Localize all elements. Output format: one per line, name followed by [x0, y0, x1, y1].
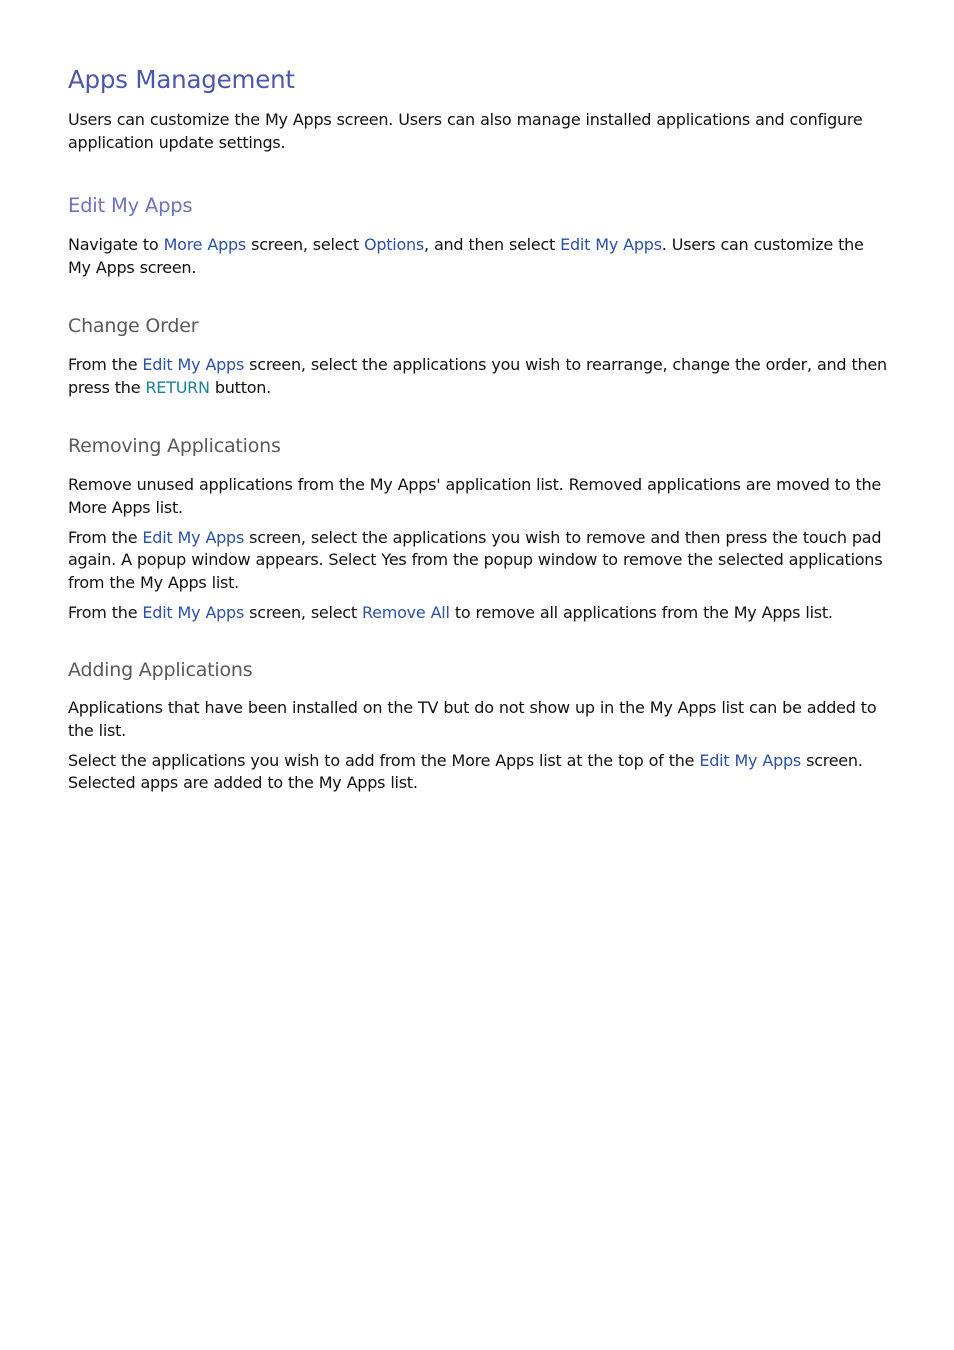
keyword-remove-all: Remove All: [362, 602, 450, 622]
subsection-heading-removing-applications: Removing Applications: [68, 435, 281, 457]
keyword-edit-my-apps: Edit My Apps: [142, 602, 245, 622]
adding-paragraph-2: [68, 750, 890, 795]
text-span: . Users can customize the My Apps screen.: [68, 235, 864, 277]
text-span: button.: [209, 377, 271, 397]
keyword-edit-my-apps: Edit My Apps: [142, 355, 245, 374]
keyword-more-apps: More Apps: [163, 235, 247, 254]
section-heading-edit-my-apps: Edit My Apps: [68, 194, 193, 217]
text-span: screen, select the applications you wish to rearrange, change the order, and then press the: [68, 355, 887, 397]
text-span: screen, select: [244, 602, 363, 622]
subsection-heading-adding-applications: Adding Applications: [68, 659, 253, 681]
text-span: From the: [68, 527, 143, 547]
keyword-edit-my-apps: Edit My Apps: [699, 750, 801, 770]
adding-paragraph-1: Applications that have been installed on the TV but do not show up in the My Apps list can be added to the list.: [68, 698, 877, 740]
keyword-edit-my-apps: Edit My Apps: [560, 235, 662, 254]
intro-paragraph: Users can customize the My Apps screen. Users can also manage installed applications and configure application update settings.: [68, 110, 863, 152]
removing-paragraph-3: [68, 602, 890, 625]
keyword-options: Options: [364, 235, 424, 254]
text-span: screen, select: [246, 235, 364, 254]
text-span: Select the applications you wish to add from the More Apps list at the top of the: [68, 750, 700, 770]
document-page: [68, 62, 890, 795]
edit-my-apps-paragraph: [68, 234, 890, 279]
text-span: screen, select the applications you wish to remove and then press the touch pad again. A popup window appears. Select Yes from the popup window to remove the selected applications from the My Apps list.: [68, 527, 883, 592]
text-span: From the: [68, 602, 143, 622]
page-title: Apps Management: [68, 65, 295, 94]
change-order-paragraph: [68, 354, 890, 399]
text-span: screen. Selected apps are added to the My Apps list.: [68, 750, 863, 792]
text-span: , and then select: [423, 235, 561, 254]
text-span: to remove all applications from the My Apps list.: [449, 602, 833, 622]
keyword-edit-my-apps: Edit My Apps: [142, 527, 245, 547]
removing-paragraph-2: [68, 527, 890, 595]
subsection-heading-change-order: Change Order: [68, 315, 199, 337]
text-span: Navigate to: [68, 235, 164, 254]
keyword-return-button: RETURN: [145, 377, 210, 397]
text-span: From the: [68, 355, 143, 374]
removing-paragraph-1: Remove unused applications from the My Apps' application list. Removed applications are moved to the More Apps list.: [68, 475, 882, 517]
